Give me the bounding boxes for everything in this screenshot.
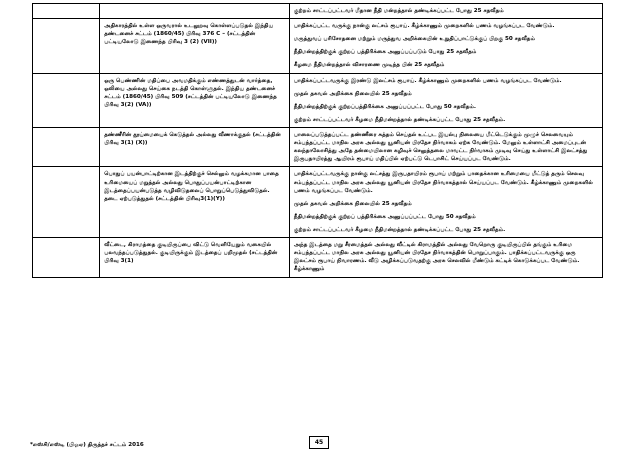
relief-paragraph: குற்றம் சாட்டப்பட்டவர் மீதான நீதி மன்றத்தால் தண்டிக்கப்பட்ட போது 25 சதவீதம்	[293, 8, 504, 14]
relief-cell	[289, 19, 602, 73]
serial-cell	[33, 127, 100, 166]
table-row	[33, 127, 603, 166]
relief-cell	[289, 238, 602, 277]
table-row	[33, 238, 603, 277]
offence-cell	[100, 167, 290, 238]
relief-cell	[289, 73, 602, 127]
offence-text: பொதுப் பயன்பாட்டிற்கான இடத்திற்குச் செல்லும் வழக்கமான பாதை உரிமையைப் மறுத்தல் அல்லது பொதுப்பயன்பாட்டிற்கான இடத்தைப்பயன்படுத்த வழிவிடுதலைப் பொறுப்பெடுத்துவிடுதல். தடை ஏற்படுத்துதல் (சட்டத்தின் பிரிவு3(1)(Y))	[104, 171, 279, 202]
footer-note: *எஸ்சி/எஸ்டி (பிஓஏ) திருத்தச் சட்டம் 2016	[30, 442, 144, 448]
offence-text: தண்ணீரின் தூய்மையைக் கெடுத்தல் அல்லது வீணாக்குதல் (சட்டத்தின் பிரிவு 3(1) (X))	[104, 131, 281, 147]
relief-paragraph: பாலைப்படுத்தப்பட்ட தண்ணீரை சுத்தம் செய்தல் உட்பட இயல்பு நிலையை மீட்டெடுக்கும் முழுச் செலவையும் சம்பந்தப்பட்ட மாநில அரசு அல்லது யூனியன் பிரதேச நிர்வாகம் ஏற்க வேண்டும். மேலும் உள்ளாட்சி அமைப்புடன் கலந்தாலோசித்து அதே தன்மையிலான கழிவுச் செலுத்தலை மாவட்ட நிர்வாகம் முடிவு செய்து உள்ளாட்சி இலட்சத்து இருபதாயிரத்து ஆயிரம் ரூபாய் மதிப்பில் ஏற்பட்டு டெபாசிட் செய்யப்பட வேண்டும்.	[293, 131, 588, 163]
offence-text: வீட்டை, கிராமத்தை குடியிருப்பை விட்டு வெளியேறும் வகையில் பலவந்தப்படுத்துதல். குடியிருக்கும் இடத்தைப் பறிமுதல் (சட்டத்தின் பிரிவு 3(1)	[104, 242, 278, 265]
offence-text: ஒரு பெண்ணின் மதிப்பை அவமதிக்கும் எண்ணத்துடன் வார்த்தை, ஒலியை அல்லது செய்கை நடத்தி கொள்ளுதல். இந்திய தண்டனைச் சட்டம் (1860/45) பிரிவு 509 (சட்டத்தின் பட்டியலோடு இணைந்த பிரிவு 3(2) (VA))	[104, 77, 277, 108]
table-body	[33, 4, 603, 278]
serial-cell	[33, 73, 100, 127]
serial-cell	[33, 4, 100, 19]
offence-cell	[100, 127, 290, 166]
table-row	[33, 19, 603, 73]
relief-paragraph: நீதிமன்றத்திற்குக் குற்றப் பத்திரிக்கை அனுப்பப்பட்ட போது 50 சதவீதம்	[293, 213, 476, 220]
serial-cell	[33, 167, 100, 238]
relief-paragraph: குற்றம் சாட்டப்பட்டவர் கீழமை நீதிமன்றத்தால் தண்டிக்கப்பட்ட போது 25 சதவீதம்.	[293, 226, 506, 233]
serial-cell	[33, 238, 100, 277]
relief-paragraph: கீழமை நீதிமன்றத்தால் விசாரணை முடிந்த பின் 25 சதவீதம்	[293, 62, 445, 69]
offence-text: அதிகாரத்தில் உள்ள ஒருவரால் உடலுறவு கொள்ளப்படுதல் இந்திய தண்டனைச் சட்டம் (1860/45) பிரிவு 376 C – (சட்டத்தின் பட்டியலோடு இணைந்த பிரிவு 3 (2) (VII))	[104, 23, 274, 46]
compensation-table	[32, 3, 603, 278]
relief-paragraph: பாதிக்கப்பட்ட வருக்கு நான்கு லட்சம் ரூபாய். கீழ்க்காணும் முறைகளில் பணம் வழங்கப்பட வேண்டும்.	[293, 23, 555, 30]
relief-paragraph: நீதிமன்றத்திற்குக் குற்றப்பத்திரிக்கை அனுப்பப்பட்ட போது 50 சதவீதம்.	[293, 103, 476, 110]
table-row	[33, 4, 603, 19]
relief-paragraph: மருத்துவப் பரிசோதனை மற்றும் மருத்துவ அறிக்கையின் உறுதிப்பாட்டுக்குப் பிறகு 50 சதவீதம்	[293, 36, 535, 43]
serial-cell	[33, 19, 100, 73]
relief-paragraph: முதல் தகவல் அறிக்கை நிலையில் 25 சதவீதம்	[293, 90, 412, 97]
relief-paragraph: பாதிக்கப்பட்டவருக்கு நான்கு லட்சத்து இருபதாயிரம் ரூபாய் மற்றும் பாதைக்கான உரிமையை மீட்டுத் தரும் செலவு சம்பந்தப்பட்ட மாநில அரசு அல்லது யூனியன் பிரதேச நிர்வாகத்தால் செய்யப்பட வேண்டும். கீழ்க்காணும் முறைகளில் பணம் வழங்கப்பட வேண்டும்.	[293, 171, 593, 194]
relief-cell	[289, 167, 602, 238]
table-row	[33, 73, 603, 127]
offence-cell	[100, 238, 290, 277]
relief-cell	[289, 127, 602, 166]
offence-cell	[100, 19, 290, 73]
page-number: 45	[309, 436, 329, 449]
relief-paragraph: முதல் தகவல் அறிக்கை நிலையில் 25 சதவீதம்	[293, 200, 412, 207]
relief-paragraph: அந்த இடத்தை மறு சீரமைத்தல் அல்லது வீட்டில் கிராமத்தில் அல்லது வேறொரு குடியிருப்பில் தங்கும் உரிமை சம்பந்தப்பட்ட மாநில அரசு அல்லது யூனியன் பிரதேச நிர்வாகத்தின் பொறுப்பாகும். பாதிக்கப்பட்டவருக்கு ஒரு இலட்சம் ரூபாய் நிவாரணம். வீடு அழிக்கப்படுவதற்கு அரசு செலவில் மீண்டும் கட்டிக் கொடுக்கப்பட வேண்டும். கீழ்க்காணும்	[293, 242, 580, 273]
offence-cell	[100, 73, 290, 127]
offence-cell	[100, 4, 290, 19]
relief-cell	[289, 4, 602, 19]
relief-paragraph: பாதிக்கப்பட்டவருக்கு இரண்டு இலட்சம் ரூபாய். கீழ்க்காணும் முறைகளில் பணம் வழங்கப்பட வேண்டும்.	[293, 77, 562, 84]
relief-paragraph: குற்றம் சாட்டப்பட்டவர் கீழமை நீதிமன்றத்தால் தண்டிக்கப்பட்ட போது 25 சதவீதம்.	[293, 116, 506, 123]
relief-paragraph: நீதிமன்றத்திற்குக் குற்றப் பத்திரிக்கை அனுப்பப்படும் போது 25 சதவீதம்	[293, 49, 477, 56]
table-row	[33, 167, 603, 238]
